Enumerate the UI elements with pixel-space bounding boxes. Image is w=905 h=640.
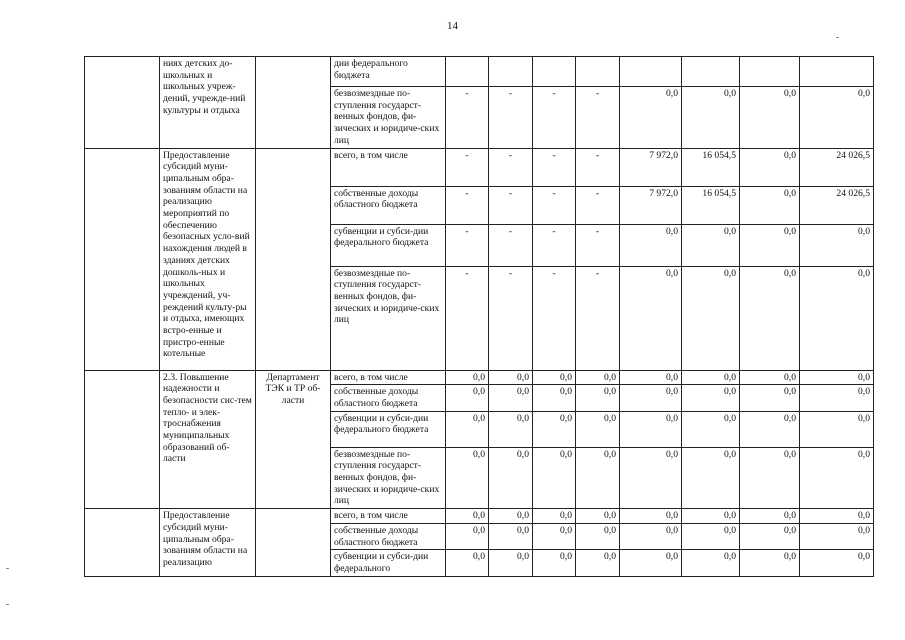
value-cell xyxy=(740,57,800,87)
value-cell: 0,0 xyxy=(740,411,800,447)
value-cell: 0,0 xyxy=(800,550,874,576)
value-cell: 0,0 xyxy=(740,447,800,509)
value-cell: 0,0 xyxy=(576,550,620,576)
table-row xyxy=(85,370,874,385)
value-cell: 0,0 xyxy=(620,224,682,266)
value-cell: 0,0 xyxy=(740,509,800,524)
value-cell: - xyxy=(489,266,533,370)
value-cell: 0,0 xyxy=(620,370,682,385)
value-cell: 0,0 xyxy=(446,385,489,411)
value-cell: 0,0 xyxy=(576,385,620,411)
value-cell: 0,0 xyxy=(576,509,620,524)
measure-cell: 2.3. Повышение надежности и безопасности сис-тем тепло- и элек-троснабжения муниципальных образований об-ласти xyxy=(160,370,256,509)
value-cell xyxy=(446,57,489,87)
value-cell: - xyxy=(446,148,489,186)
value-cell: 0,0 xyxy=(489,509,533,524)
value-cell: - xyxy=(489,186,533,224)
table-row xyxy=(85,57,874,87)
funding-source-cell: безвозмездные по-ступления государст-венных фондов, фи-зических и юридиче-ских лиц xyxy=(331,447,446,509)
executor-cell: Департамент ТЭК и ТР об-ласти xyxy=(256,370,331,509)
measure-cell: ниях детских до-школьных и школьных учреж-дений, учрежде-ний культуры и отдыха xyxy=(160,57,256,149)
value-cell: 0,0 xyxy=(682,550,740,576)
value-cell: 0,0 xyxy=(446,523,489,549)
value-cell: 0,0 xyxy=(740,385,800,411)
value-cell xyxy=(620,57,682,87)
value-cell: 0,0 xyxy=(620,447,682,509)
value-cell: 0,0 xyxy=(800,370,874,385)
value-cell: - xyxy=(576,87,620,149)
value-cell: 0,0 xyxy=(800,447,874,509)
value-cell: 16 054,5 xyxy=(682,186,740,224)
value-cell: 0,0 xyxy=(620,509,682,524)
value-cell: 0,0 xyxy=(682,385,740,411)
value-cell: 0,0 xyxy=(800,224,874,266)
executor-cell xyxy=(256,509,331,577)
value-cell: 7 972,0 xyxy=(620,148,682,186)
value-cell: 0,0 xyxy=(620,411,682,447)
blank-cell xyxy=(85,509,160,577)
value-cell: - xyxy=(489,87,533,149)
value-cell: 7 972,0 xyxy=(620,186,682,224)
value-cell xyxy=(533,57,576,87)
value-cell: 0,0 xyxy=(489,411,533,447)
value-cell: 0,0 xyxy=(620,523,682,549)
value-cell xyxy=(576,57,620,87)
value-cell: 0,0 xyxy=(740,87,800,149)
value-cell: 24 026,5 xyxy=(800,148,874,186)
table-row xyxy=(85,148,874,186)
measure-cell: Предоставление субсидий муни-ципальным обра-зованиям области на реализацию мероприятий по обеспечению безопасных усло-вий нахождения людей в зданиях детских дошколь-ных и школьных учреждений, уч-реждений культу-ры и отдыха, имеющих встро-енные и пристро-енные котельные xyxy=(160,148,256,370)
value-cell: 0,0 xyxy=(533,523,576,549)
value-cell: 0,0 xyxy=(576,523,620,549)
value-cell: 0,0 xyxy=(682,370,740,385)
value-cell: 0,0 xyxy=(740,523,800,549)
value-cell: 0,0 xyxy=(682,447,740,509)
value-cell: 0,0 xyxy=(682,266,740,370)
value-cell: 0,0 xyxy=(533,385,576,411)
scan-mark xyxy=(836,37,839,38)
value-cell: 0,0 xyxy=(533,447,576,509)
funding-source-cell: всего, в том числе xyxy=(331,509,446,524)
value-cell: 24 026,5 xyxy=(800,186,874,224)
value-cell: 0,0 xyxy=(446,370,489,385)
value-cell: 0,0 xyxy=(800,523,874,549)
value-cell: - xyxy=(446,224,489,266)
value-cell: 0,0 xyxy=(446,509,489,524)
blank-cell xyxy=(85,370,160,509)
value-cell xyxy=(489,57,533,87)
value-cell: 0,0 xyxy=(620,550,682,576)
value-cell: 0,0 xyxy=(620,266,682,370)
value-cell: - xyxy=(576,266,620,370)
funding-source-cell: субвенции и субси-дии федерального xyxy=(331,550,446,576)
value-cell: 0,0 xyxy=(489,385,533,411)
scan-mark xyxy=(6,568,9,569)
executor-cell xyxy=(256,57,331,149)
value-cell: 0,0 xyxy=(489,447,533,509)
funding-source-cell: собственные доходы областного бюджета xyxy=(331,186,446,224)
value-cell xyxy=(800,57,874,87)
value-cell xyxy=(682,57,740,87)
value-cell: 0,0 xyxy=(740,370,800,385)
funding-source-cell: всего, в том числе xyxy=(331,370,446,385)
value-cell: - xyxy=(446,87,489,149)
funding-source-cell: безвозмездные по-ступления государст-венных фондов, фи-зических и юридиче-ских лиц xyxy=(331,266,446,370)
value-cell: 0,0 xyxy=(740,550,800,576)
value-cell: 0,0 xyxy=(800,266,874,370)
funding-source-cell: всего, в том числе xyxy=(331,148,446,186)
value-cell: 16 054,5 xyxy=(682,148,740,186)
measure-cell: Предоставление субсидий муни-ципальным обра-зованиям области на реализацию xyxy=(160,509,256,577)
value-cell: 0,0 xyxy=(620,385,682,411)
value-cell: - xyxy=(533,148,576,186)
table-row xyxy=(85,509,874,524)
funding-source-cell: безвозмездные по-ступления государст-венных фондов, фи-зических и юридиче-ских лиц xyxy=(331,87,446,149)
blank-cell xyxy=(85,57,160,149)
value-cell: - xyxy=(533,266,576,370)
value-cell: 0,0 xyxy=(682,87,740,149)
value-cell: - xyxy=(489,224,533,266)
value-cell: - xyxy=(489,148,533,186)
value-cell: 0,0 xyxy=(446,447,489,509)
value-cell: 0,0 xyxy=(682,224,740,266)
funding-source-cell: собственные доходы областного бюджета xyxy=(331,523,446,549)
value-cell: 0,0 xyxy=(446,550,489,576)
value-cell: 0,0 xyxy=(533,370,576,385)
executor-cell xyxy=(256,148,331,370)
value-cell: - xyxy=(446,266,489,370)
value-cell: - xyxy=(533,87,576,149)
value-cell: 0,0 xyxy=(489,523,533,549)
value-cell: 0,0 xyxy=(740,224,800,266)
value-cell: 0,0 xyxy=(682,523,740,549)
value-cell: - xyxy=(576,224,620,266)
value-cell: - xyxy=(533,224,576,266)
value-cell: 0,0 xyxy=(533,550,576,576)
value-cell: 0,0 xyxy=(682,411,740,447)
value-cell: 0,0 xyxy=(682,509,740,524)
funding-source-cell: дии федерального бюджета xyxy=(331,57,446,87)
value-cell: 0,0 xyxy=(533,509,576,524)
value-cell: 0,0 xyxy=(800,385,874,411)
value-cell: 0,0 xyxy=(533,411,576,447)
scan-mark xyxy=(6,604,9,605)
value-cell: 0,0 xyxy=(576,447,620,509)
value-cell: 0,0 xyxy=(740,186,800,224)
value-cell: 0,0 xyxy=(800,411,874,447)
value-cell: - xyxy=(576,148,620,186)
budget-table xyxy=(84,56,874,577)
value-cell: 0,0 xyxy=(446,411,489,447)
value-cell: 0,0 xyxy=(576,370,620,385)
value-cell: 0,0 xyxy=(489,370,533,385)
value-cell: 0,0 xyxy=(489,550,533,576)
value-cell: - xyxy=(446,186,489,224)
value-cell: - xyxy=(576,186,620,224)
funding-source-cell: собственные доходы областного бюджета xyxy=(331,385,446,411)
value-cell: 0,0 xyxy=(740,148,800,186)
value-cell: 0,0 xyxy=(576,411,620,447)
page-number: 14 xyxy=(447,20,458,32)
value-cell: 0,0 xyxy=(800,87,874,149)
value-cell: 0,0 xyxy=(620,87,682,149)
funding-source-cell: субвенции и субси-дии федерального бюджета xyxy=(331,224,446,266)
funding-source-cell: субвенции и субси-дии федерального бюджета xyxy=(331,411,446,447)
table-body xyxy=(85,57,874,577)
value-cell: 0,0 xyxy=(740,266,800,370)
value-cell: - xyxy=(533,186,576,224)
blank-cell xyxy=(85,148,160,370)
value-cell: 0,0 xyxy=(800,509,874,524)
